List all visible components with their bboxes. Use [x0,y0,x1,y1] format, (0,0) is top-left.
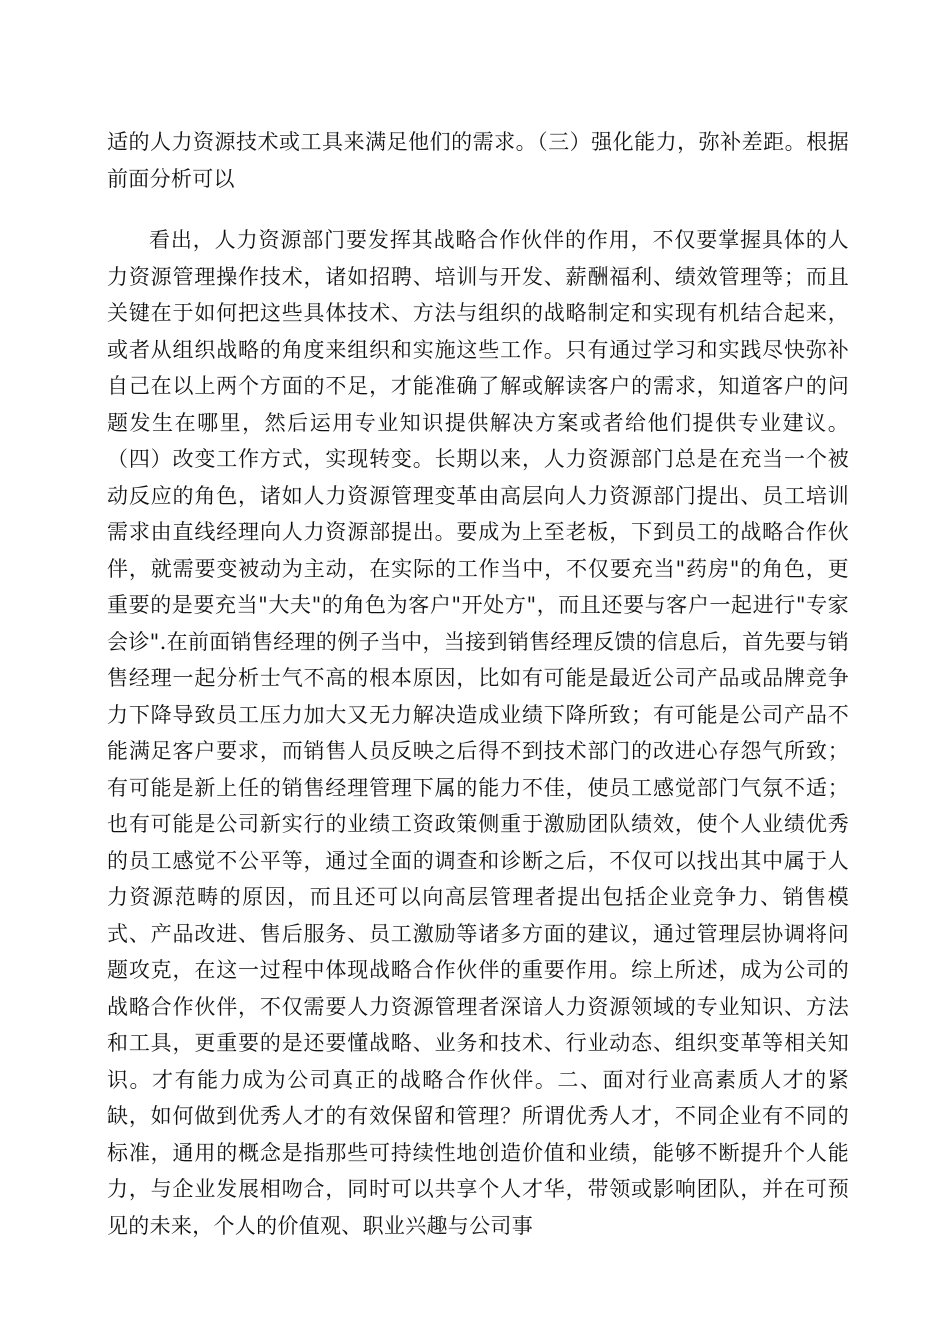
paragraph-continuation [107,124,849,197]
paragraph-main [107,222,849,1244]
paragraph-text: 看出，人力资源部门要发挥其战略合作伙伴的作用，不仅要掌握具体的人力资源管理操作技术，诸如招聘、培训与开发、薪酬福利、绩效管理等；而且关键在于如何把这些具体技术、方法与组织的战略制定和实现有机结合起来，或者从组织战略的角度来组织和实施这些工作。只有通过学习和实践尽快弥补自己在以上两个方面的不足，才能准确了解或解读客户的需求，知道客户的问题发生在哪里，然后运用专业知识提供解决方案或者给他们提供专业建议。（四）改变工作方式，实现转变。长期以来，人力资源部门总是在充当一个被动反应的角色，诸如人力资源管理变革由高层向人力资源部门提出、员工培训需求由直线经理向人力资源部提出。要成为上至老板，下到员工的战略合作伙伴，就需要变被动为主动，在实际的工作当中，不仅要充当"药房"的角色，更重要的是要充当"大夫"的角色为客户"开处方"，而且还要与客户一起进行"专家会诊".在前面销售经理的例子当中，当接到销售经理反馈的信息后，首先要与销售经理一起分析士气不高的根本原因，比如有可能是最近公司产品或品牌竞争力下降导致员工压力加大又无力解决造成业绩下降所致；有可能是公司产品不能满足客户要求，而销售人员反映之后得不到技术部门的改进心存怨气所致；有可能是新上任的销售经理管理下属的能力不佳，使员工感觉部门气氛不适；也有可能是公司新实行的业绩工资政策侧重于激励团队绩效，使个人业绩优秀的员工感觉不公平等，通过全面的调查和诊断之后，不仅可以找出其中属于人力资源范畴的原因，而且还可以向高层管理者提出包括企业竞争力、销售模式、产品改进、售后服务、员工激励等诸多方面的建议，通过管理层协调将问题攻克，在这一过程中体现战略合作伙伴的重要作用。综上所述，成为公司的战略合作伙伴，不仅需要人力资源管理者深谙人力资源领域的专业知识、方法和工具，更重要的是还要懂战略、业务和技术、行业动态、组织变革等相关知识。才有能力成为公司真正的战略合作伙伴。二、面对行业高素质人才的紧缺，如何做到优秀人才的有效保留和管理？所谓优秀人才，不同企业有不同的标准，通用的概念是指那些可持续性地创造价值和业绩，能够不断提升个人能力，与企业发展相吻合，同时可以共享个人才华，带领或影响团队，并在可预见的未来，个人的价值观、职业兴趣与公司事 [107,228,849,1238]
paragraph-text: 适的人力资源技术或工具来满足他们的需求。（三）强化能力，弥补差距。根据前面分析可以 [107,130,849,191]
